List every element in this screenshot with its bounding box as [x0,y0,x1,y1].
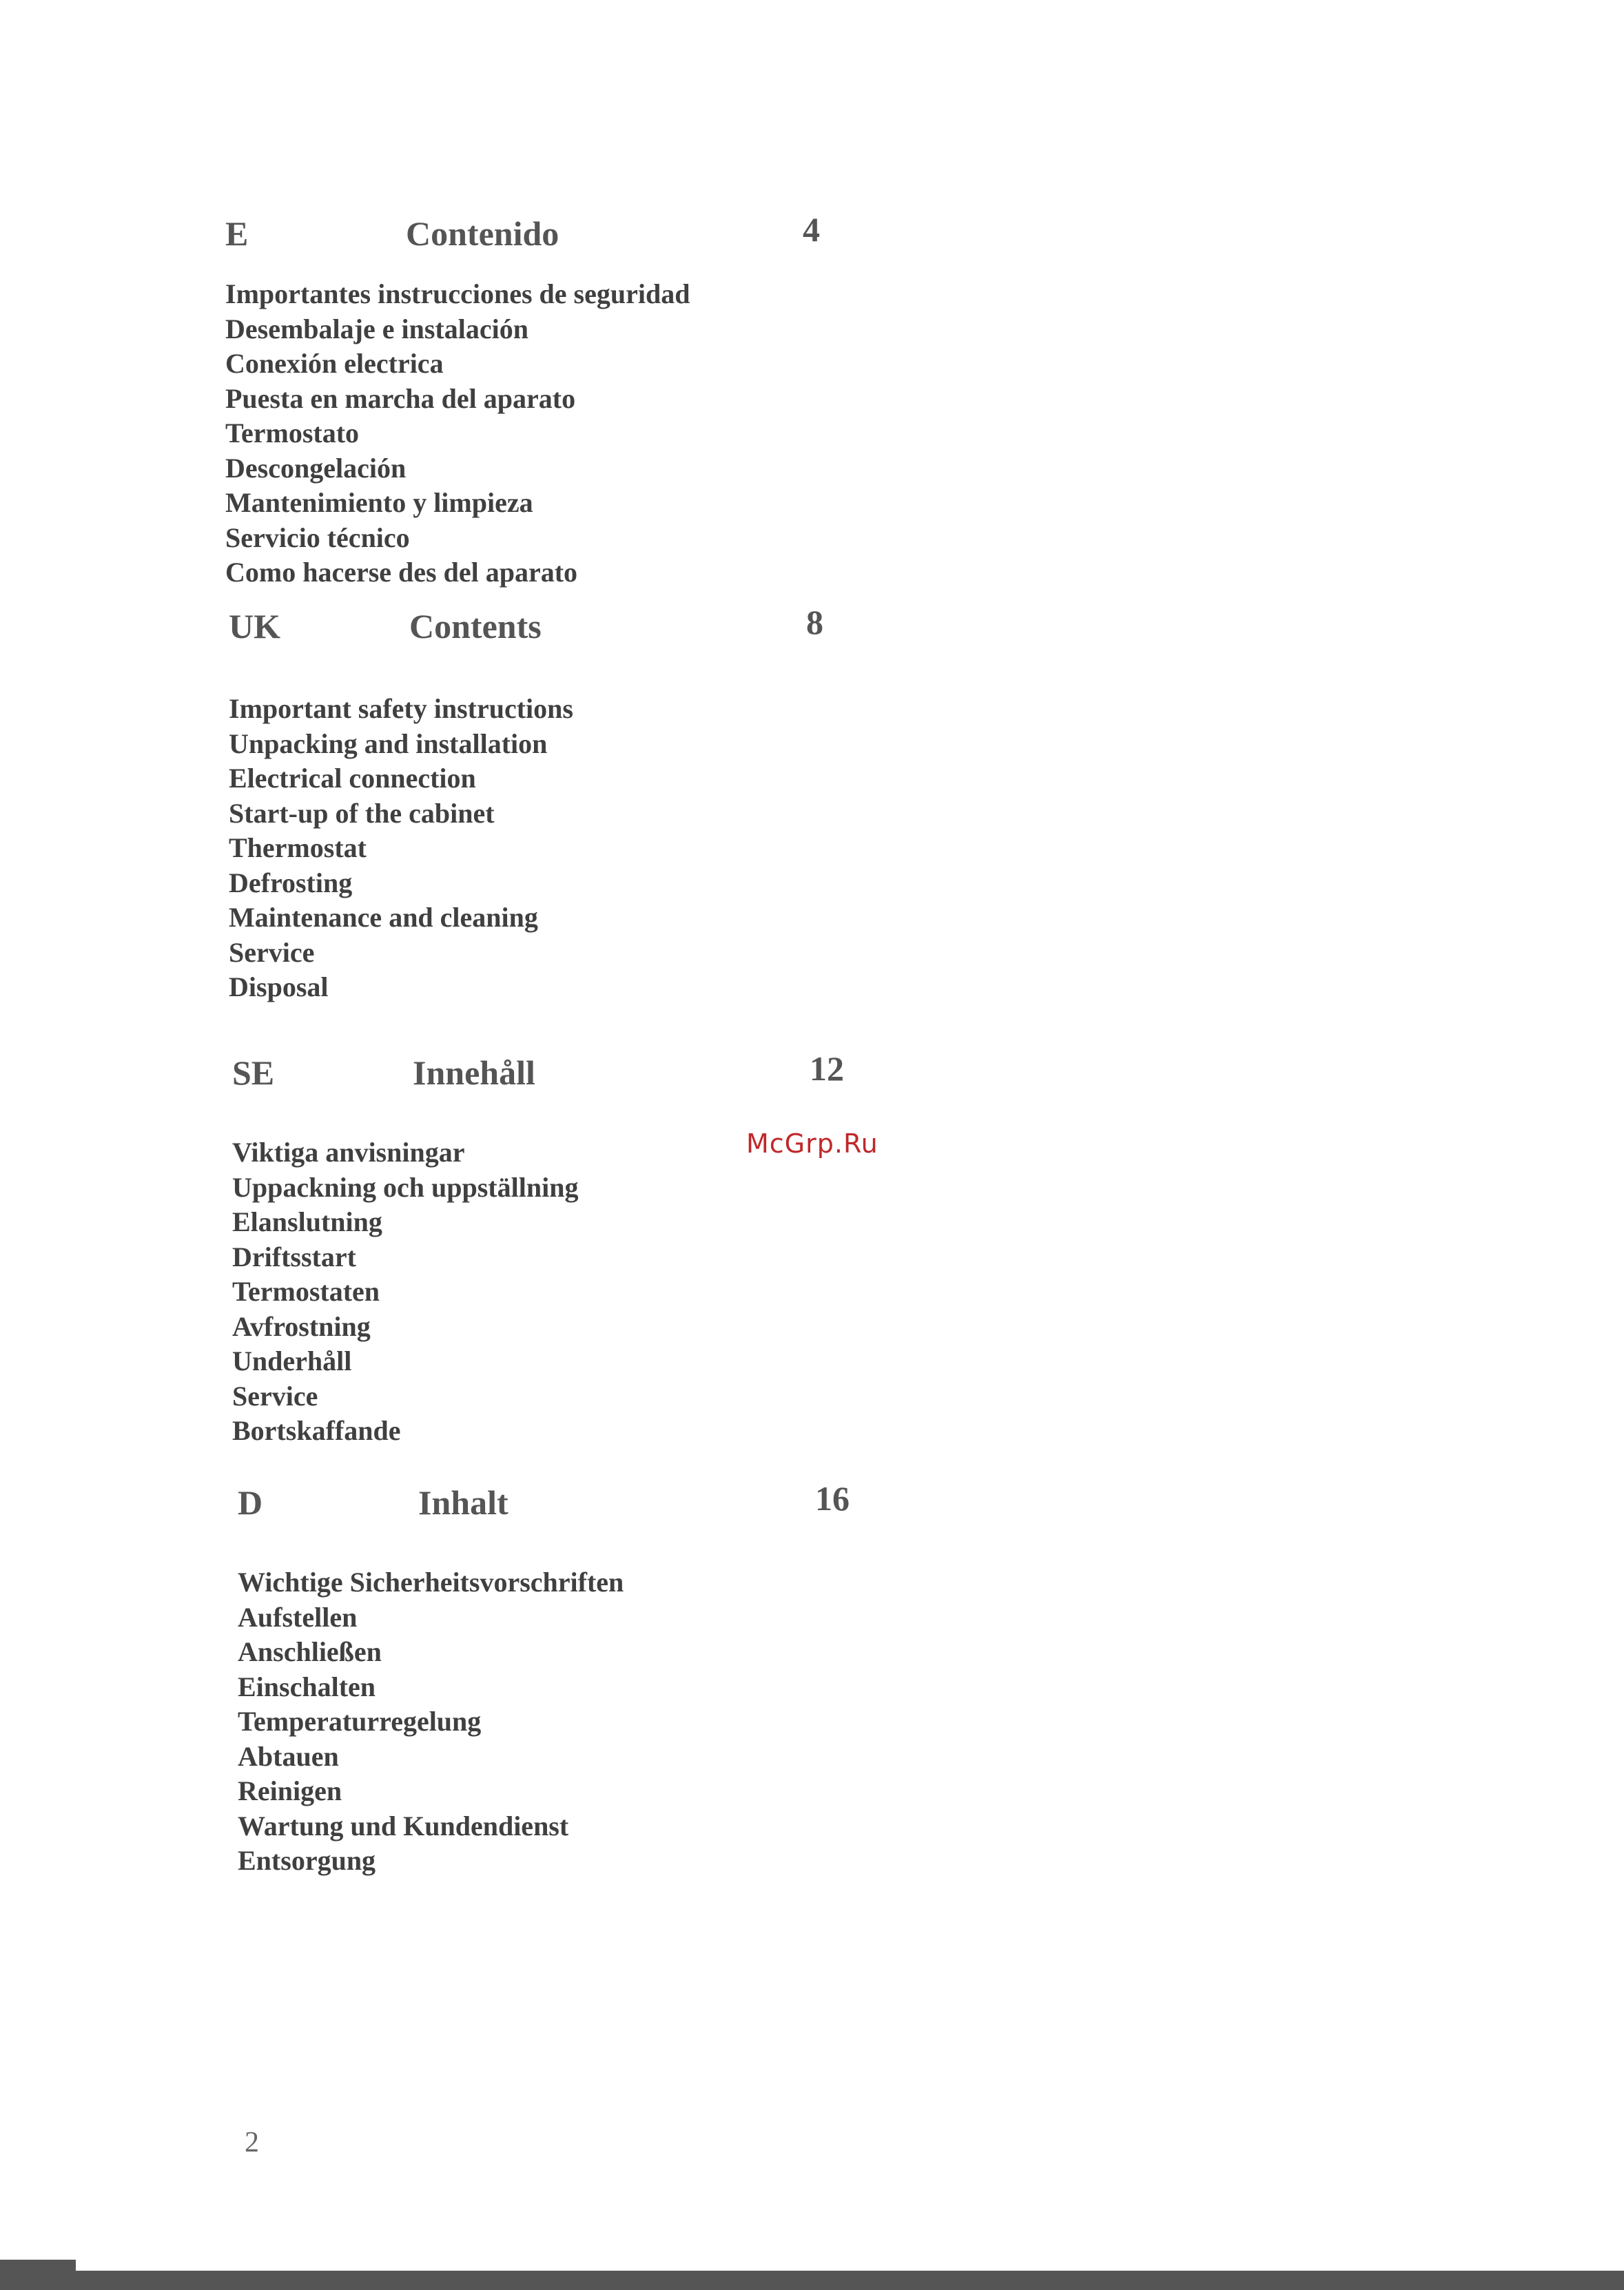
toc-section-de [238,1479,1065,1879]
toc-item: Driftsstart [232,1241,356,1272]
toc-list [238,1565,1065,1879]
section-title: Innehåll [413,1053,535,1092]
toc-item: Defrosting [229,867,353,898]
section-language-code: E [225,214,249,253]
toc-item: Einschalten [238,1671,376,1702]
toc-item: Start-up of the cabinet [229,797,495,829]
section-language-code: D [238,1483,263,1522]
toc-item: Mantenimiento y limpieza [225,487,533,518]
toc-item: Reinigen [238,1775,342,1806]
toc-section-es [225,210,1052,590]
section-page-number: 16 [815,1479,850,1518]
toc-item: Service [229,936,315,968]
toc-list [229,692,1056,1005]
toc-item: Avfrostning [232,1310,371,1342]
section-title: Contents [409,607,542,646]
toc-list [225,277,1052,590]
section-language-code: SE [232,1053,275,1092]
section-heading [238,1479,1065,1531]
section-title: Contenido [406,214,559,253]
toc-item: Conexión electrica [225,348,444,379]
toc-item: Descongelación [225,452,407,484]
section-heading [229,603,1056,654]
toc-item: Maintenance and cleaning [229,902,538,933]
toc-item: Wartung und Kundendienst [238,1810,569,1842]
section-title: Inhalt [418,1483,508,1522]
toc-item: Importantes instrucciones de seguridad [225,278,690,309]
toc-item: Servicio técnico [225,522,410,553]
toc-item: Wichtige Sicherheitsvorschriften [238,1567,624,1598]
toc-section-se [232,1049,1059,1449]
toc-item: Abtauen [238,1740,339,1772]
toc-item: Como hacerse des del aparato [225,557,578,588]
toc-item: Unpacking and installation [229,728,548,759]
page-number: 2 [245,2127,259,2158]
toc-section-uk [229,603,1056,1005]
toc-list [232,1135,1059,1449]
toc-item: Disposal [229,971,329,1002]
toc-item: Viktiga anvisningar [232,1137,465,1168]
toc-item: Termostato [225,417,360,448]
section-language-code: UK [229,607,280,646]
toc-item: Thermostat [229,832,367,863]
toc-item: Underhåll [232,1345,352,1376]
toc-item: Temperaturregelung [238,1706,482,1737]
toc-item: Bortskaffande [232,1415,401,1446]
section-page-number: 8 [806,603,823,641]
toc-item: Anschließen [238,1636,382,1667]
section-page-number: 4 [803,210,820,249]
section-heading [225,210,1052,262]
toc-item: Important safety instructions [229,693,573,724]
toc-item: Electrical connection [229,763,476,794]
toc-item: Aufstellen [238,1601,358,1633]
watermark-text: McGrp.Ru [746,1128,878,1159]
scan-border-bottom [0,2271,1624,2290]
toc-item: Service [232,1380,318,1412]
toc-item: Entsorgung [238,1845,376,1876]
toc-item: Termostaten [232,1276,380,1307]
toc-item: Uppackning och uppställning [232,1171,579,1203]
section-page-number: 12 [810,1049,844,1088]
toc-item: Elanslutning [232,1206,382,1237]
toc-item: Desembalaje e instalación [225,313,528,344]
toc-item: Puesta en marcha del aparato [225,382,576,414]
section-heading [232,1049,1059,1101]
